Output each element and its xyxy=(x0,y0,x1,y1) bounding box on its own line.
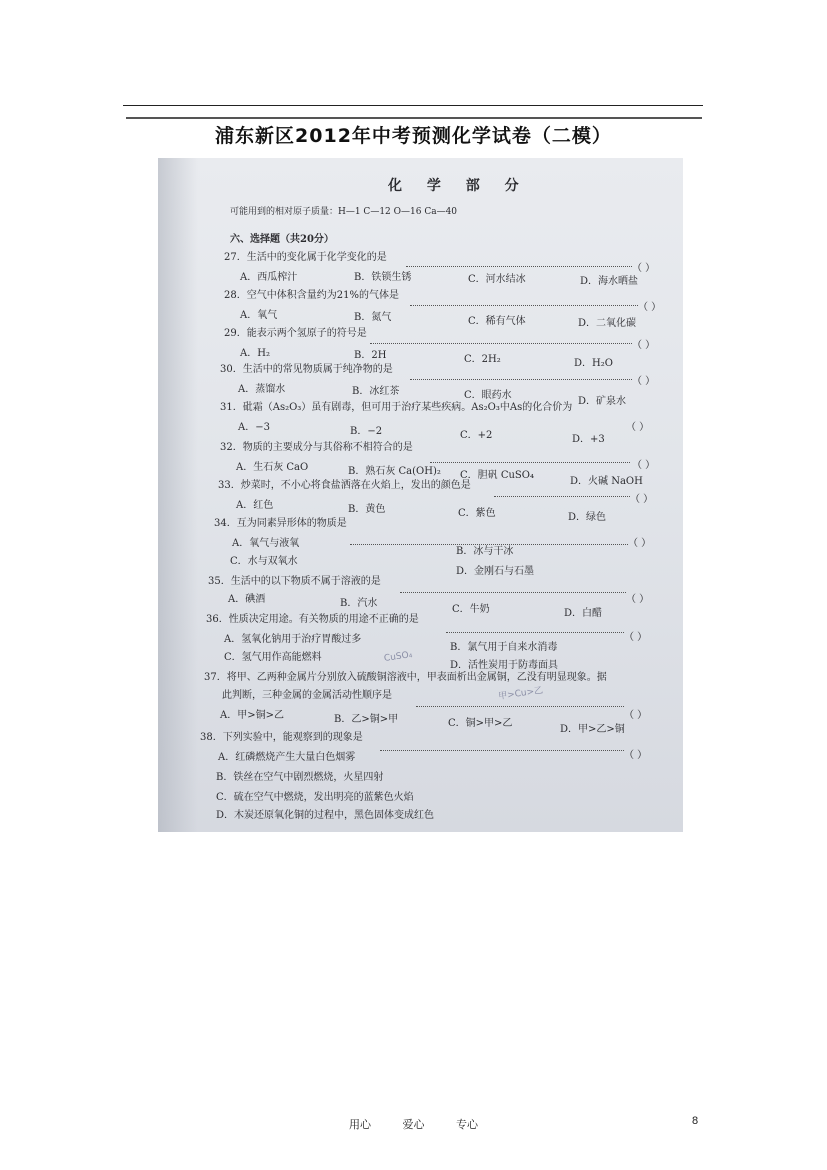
answer-blank: （ ） xyxy=(628,538,652,549)
q28-option-b: B．氮气 xyxy=(354,312,392,323)
q33-option-b: B．黄色 xyxy=(348,504,386,515)
answer-leader xyxy=(400,592,626,593)
q35-option-d: D．白醋 xyxy=(564,608,603,619)
q30-option-d: D．矿泉水 xyxy=(578,396,627,407)
q34-option-c: C．水与双氧水 xyxy=(230,556,298,567)
answer-leader xyxy=(370,343,632,344)
q31-option-a: A．−3 xyxy=(238,422,270,433)
q27-option-d: D．海水晒盐 xyxy=(580,276,639,287)
q29-option-d: D．H₂O xyxy=(574,358,613,369)
footer-left: 用心 xyxy=(349,1118,371,1131)
q36-option-a: A．氢氧化钠用于治疗胃酸过多 xyxy=(224,634,362,645)
answer-blank: （ ） xyxy=(632,376,656,387)
question-35-stem: 35．生活中的以下物质不属于溶液的是 xyxy=(208,576,381,587)
q34-option-a: A．氧气与液氧 xyxy=(232,538,300,549)
scan-edge-shadow xyxy=(158,158,198,832)
answer-leader xyxy=(380,750,624,751)
q29-option-c: C．2H₂ xyxy=(464,354,501,365)
q35-option-a: A．碘酒 xyxy=(228,594,266,605)
header-rule-thick xyxy=(126,117,702,119)
atomic-mass-note: 可能用到的相对原子质量：H—1 C—12 O—16 Ca—40 xyxy=(230,207,458,217)
answer-blank: （ ） xyxy=(626,594,650,605)
answer-blank: （ ） xyxy=(630,494,654,505)
question-30-stem: 30．生活中的常见物质属于纯净物的是 xyxy=(220,364,393,375)
question-38-stem: 38．下列实验中，能观察到的现象是 xyxy=(200,732,363,743)
q36-option-b: B．氯气用于自来水消毒 xyxy=(450,642,558,653)
q38-option-a: A．红磷燃烧产生大量白色烟雾 xyxy=(218,752,356,763)
q37-option-c: C．铜>甲>乙 xyxy=(448,718,513,729)
answer-blank: （ ） xyxy=(624,632,648,643)
section-title: 化 学 部 分 xyxy=(388,178,529,194)
answer-leader xyxy=(494,496,630,497)
q31-option-d: D．+3 xyxy=(572,434,605,445)
answer-leader xyxy=(416,706,624,707)
q35-option-b: B．汽水 xyxy=(340,598,378,609)
footer-middle: 爱心 xyxy=(402,1118,425,1131)
question-32-stem: 32．物质的主要成分与其俗称不相符合的是 xyxy=(220,442,413,453)
q28-option-c: C．稀有气体 xyxy=(468,316,526,327)
answer-blank: （ ） xyxy=(632,263,656,274)
page-number: 8 xyxy=(692,1115,699,1127)
answer-blank: （ ） xyxy=(624,750,648,761)
part-heading: 六、选择题（共20分） xyxy=(230,234,334,245)
handwritten-mark: CuSO₄ xyxy=(383,650,413,664)
q27-option-a: A．西瓜榨汁 xyxy=(240,272,298,283)
q27-option-c: C．河水结冰 xyxy=(468,274,526,285)
answer-leader xyxy=(410,379,632,380)
question-37-stem-line-2: 此判断，三种金属的金属活动性顺序是 xyxy=(222,690,392,701)
answer-blank: （ ） xyxy=(632,460,656,471)
question-28-stem: 28．空气中体积含量约为21%的气体是 xyxy=(224,290,399,301)
handwritten-mark: 甲>Cu>乙 xyxy=(497,685,544,703)
answer-blank: （ ） xyxy=(638,302,662,313)
q33-option-a: A．红色 xyxy=(236,500,274,511)
q34-option-d: D．金刚石与石墨 xyxy=(456,566,535,577)
q33-option-c: C．紫色 xyxy=(458,508,496,519)
answer-leader xyxy=(406,266,632,267)
q28-option-d: D．二氧化碳 xyxy=(578,318,637,329)
q37-option-b: B．乙>铜>甲 xyxy=(334,714,399,725)
q32-option-b: B．熟石灰 Ca(OH)₂ xyxy=(348,466,441,477)
q37-option-d: D．甲>乙>铜 xyxy=(560,724,625,735)
q35-option-c: C．牛奶 xyxy=(452,604,490,615)
q31-option-c: C．+2 xyxy=(460,430,493,441)
question-31-stem: 31．砒霜（As₂O₃）虽有剧毒，但可用于治疗某些疾病。As₂O₃中As的化合价为 xyxy=(220,402,573,413)
q36-option-d: D．活性炭用于防毒面具 xyxy=(450,660,559,671)
q30-option-b: B．冰红茶 xyxy=(352,386,400,397)
scanned-exam-photo xyxy=(158,158,683,832)
q36-option-c: C．氢气用作高能燃料 xyxy=(224,652,322,663)
question-33-stem: 33．炒菜时，不小心将食盐洒落在火焰上，发出的颜色是 xyxy=(218,480,471,491)
q34-option-b: B．冰与干冰 xyxy=(456,546,514,557)
q38-option-b: B．铁丝在空气中剧烈燃烧，火星四射 xyxy=(216,772,384,783)
question-36-stem: 36．性质决定用途。有关物质的用途不正确的是 xyxy=(206,614,419,625)
q32-option-a: A．生石灰 CaO xyxy=(236,462,309,473)
q28-option-a: A．氧气 xyxy=(240,310,278,321)
q29-option-b: B．2H xyxy=(354,350,387,361)
answer-leader xyxy=(350,544,628,545)
q29-option-a: A．H₂ xyxy=(240,348,270,359)
q30-option-c: C．眼药水 xyxy=(464,390,512,401)
question-34-stem: 34．互为同素异形体的物质是 xyxy=(214,518,347,529)
q30-option-a: A．蒸馏水 xyxy=(238,384,286,395)
answer-blank: （ ） xyxy=(632,340,656,351)
q38-option-c: C．硫在空气中燃烧，发出明亮的蓝紫色火焰 xyxy=(216,792,414,803)
answer-blank: （ ） xyxy=(626,422,650,433)
question-29-stem: 29．能表示两个氢原子的符号是 xyxy=(224,328,367,339)
page-footer xyxy=(0,1116,827,1132)
q33-option-d: D．绿色 xyxy=(568,512,607,523)
answer-leader xyxy=(430,462,630,463)
footer-right: 专心 xyxy=(456,1118,478,1131)
q31-option-b: B．−2 xyxy=(350,426,383,437)
q32-option-c: C．胆矾 CuSO₄ xyxy=(460,470,534,481)
question-27-stem: 27．生活中的变化属于化学变化的是 xyxy=(224,252,387,263)
answer-blank: （ ） xyxy=(624,710,648,721)
question-37-stem: 37．将甲、乙两种金属片分别放入硫酸铜溶液中，甲表面析出金属铜，乙没有明显现象。据 xyxy=(204,672,607,683)
page-title: 浦东新区2012年中考预测化学试卷（二模） xyxy=(215,125,612,147)
q27-option-b: B．铁锁生锈 xyxy=(354,272,412,283)
q32-option-d: D．火碱 NaOH xyxy=(570,476,643,487)
answer-leader xyxy=(446,632,624,633)
q38-option-d: D．木炭还原氧化铜的过程中，黑色固体变成红色 xyxy=(216,810,435,821)
answer-leader xyxy=(410,305,638,306)
header-rule-thin xyxy=(123,105,703,106)
q37-option-a: A．甲>铜>乙 xyxy=(220,710,284,721)
